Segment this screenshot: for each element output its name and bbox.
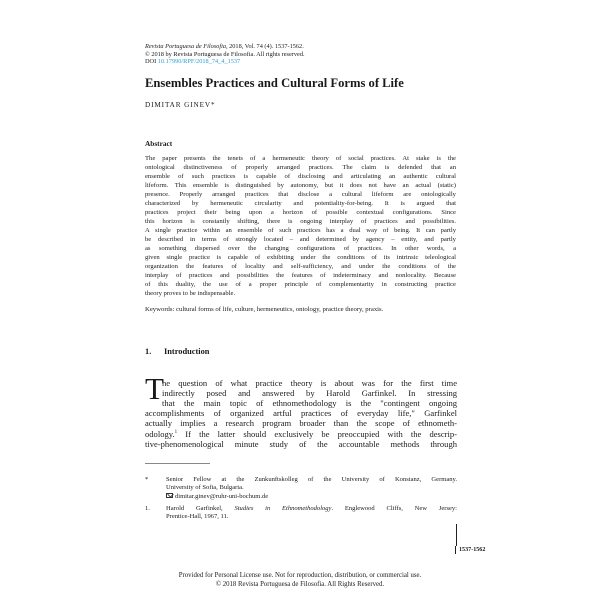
- abstract-line: ontological distinctiveness of properly arranged practices. The claim is defended that an: [145, 164, 456, 172]
- abstract-line: organization the features of locality and self-sufficiency, and under the conditions of the: [145, 263, 456, 271]
- abstract-line: The paper presents the tenets of a hermeneutic theory of social practices. At stake is the: [145, 155, 456, 162]
- page-range: 1537-1562: [455, 546, 485, 554]
- abstract-line: this horizon is constantly shifting, there is ongoing interplay of practices and possibilities.: [145, 218, 456, 226]
- footnote-mark: *: [145, 476, 149, 483]
- abstract-line: presence. Properly arranged practices that disclose a cultural lifeform are ontologically: [145, 191, 456, 199]
- copyright-line: © 2018 by Revista Portuguesa de Filosofia. All rights reserved.: [145, 50, 305, 58]
- abstract-line: lifeform. This ensemble is distinguished by autonomy, but it does not have an actual (static): [145, 182, 456, 190]
- intro-line: he question of what practice theory is about was for the first time: [162, 378, 457, 388]
- doi-link[interactable]: 10.17990/RPF/2018_74_4_1537: [157, 58, 241, 66]
- license-line: Provided for Personal License use. Not for reproduction, distribution, or commercial use.: [178, 572, 422, 579]
- footnote-line: University of Sofia, Bulgaria.: [166, 484, 244, 492]
- intro-line: indirectly posed and answered by Harold Garfinkel. In stressing: [162, 388, 457, 399]
- author-email[interactable]: dimitar.ginev@ruhr-uni-bochum.de: [175, 492, 269, 500]
- journal-citation: , 2018, Vol. 74 (4). 1537-1562.: [225, 43, 304, 50]
- section-title: Introduction: [164, 347, 210, 356]
- license-footer: [0, 571, 600, 589]
- section-heading: [145, 347, 209, 356]
- footnote-email-line: [166, 493, 457, 501]
- drop-cap: T: [145, 371, 164, 406]
- abstract-line: characterized by hermeneutic circularity and potentiality-for-being. It is argued that: [145, 200, 456, 208]
- footnote-line: Prentice-Hall, 1967, 11.: [166, 513, 229, 521]
- journal-header: [145, 43, 305, 66]
- copyright-footer-line: © 2018 Revista Portuguesa de Filosofia. All Rights Reserved.: [215, 581, 385, 589]
- abstract-line: ensemble of such practices is capable of disclosing and articulating an authentic cultural: [145, 173, 456, 181]
- intro-line-with-ref: [145, 428, 457, 439]
- footnote-1: [145, 505, 457, 522]
- footnote-ref[interactable]: 1: [174, 430, 178, 436]
- abstract-body: [145, 154, 456, 298]
- footnote-divider: [145, 463, 210, 464]
- intro-line: tive-phenomenological minute study of the accountable methods through: [145, 439, 457, 450]
- intro-line-rest: If the latter should exclusively be preoccupied with the descrip-: [177, 429, 457, 440]
- abstract-line: as something dispersed over the changing configurations of practices. In other words, a: [145, 245, 456, 253]
- intro-line: that the main topic of ethnomethodology is the "contingent ongoing: [162, 398, 457, 409]
- keywords: Keywords: cultural forms of life, culture, hermeneutics, ontology, practice theory, praxis.: [145, 306, 384, 313]
- abstract-heading: Abstract: [145, 139, 173, 148]
- doi-label: DOI: [145, 58, 158, 66]
- abstract-line: be described in terms of strongly located – and determined by agency – entity, and partly: [145, 236, 456, 244]
- abstract-line: A single practice within an ensemble of such practices has a dual way of being. It can partly: [145, 227, 456, 235]
- section-number: 1.: [145, 347, 152, 356]
- footnote-line: [166, 505, 457, 513]
- footnote-suffix: . Englewood Cliffs, New Jersey:: [331, 505, 457, 512]
- footnote-line: Senior Fellow at the Zunkunftskolleg of the University of Konstanz, Germany.: [166, 476, 457, 483]
- citation-line: [145, 43, 305, 51]
- envelope-icon: [166, 493, 173, 498]
- intro-line: accomplishments of organized artful practices of everyday life," Garfinkel: [145, 408, 457, 419]
- intro-line: actually implies a research program broader than the scope of ethnometh-: [145, 418, 457, 429]
- footnote-prefix: Harold Garfinkel,: [166, 505, 235, 512]
- abstract-line: practices project their being upon a horizon of possible contextual configurations. Since: [145, 209, 456, 217]
- intro-paragraph: [145, 378, 457, 450]
- footnote-author: [145, 476, 457, 501]
- abstract-line: theory proves to be indispensable.: [145, 290, 236, 298]
- footnote-book-title: Studies in Ethnomethodology: [234, 505, 332, 512]
- intro-line-start: odology.: [145, 429, 175, 440]
- journal-name: Revista Portuguesa de Filosofia: [145, 43, 226, 50]
- abstract-line: given single practice is capable of exhibiting under the conditions of its intrinsic teleological: [145, 254, 456, 262]
- doi-line: [145, 58, 305, 66]
- author-name: DIMITAR GINEV*: [145, 101, 216, 109]
- footnote-mark: 1.: [145, 505, 150, 512]
- abstract-line: of this duality, the use of a proper principle of complementarity in constructing practice: [145, 281, 456, 289]
- article-title: Ensembles Practices and Cultural Forms of Life: [145, 76, 404, 90]
- abstract-line: interplay of practices and possibilities the features of indeterminacy and nonlocality. Because: [145, 272, 456, 280]
